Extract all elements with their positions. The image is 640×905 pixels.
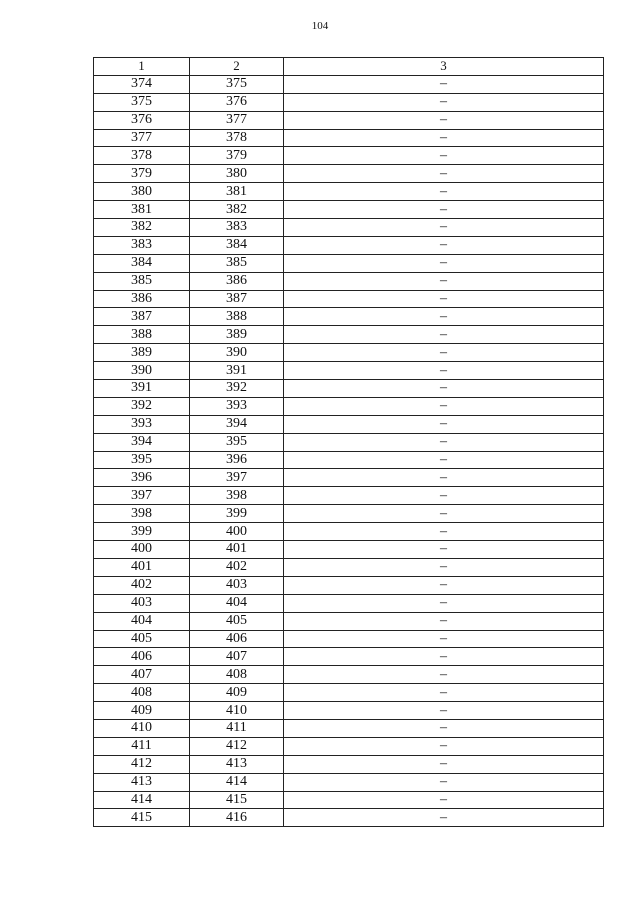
table-cell-col-1: 410 [94,719,190,737]
table-row [94,630,604,648]
table-cell-col-2: 393 [190,397,284,415]
table-row [94,380,604,398]
table-cell-col-3: – [284,415,604,433]
table-row [94,201,604,219]
table-cell-col-3: – [284,433,604,451]
table-cell-col-2: 385 [190,254,284,272]
table-cell-col-3: – [284,147,604,165]
table-cell-col-1: 393 [94,415,190,433]
table-cell-col-1: 392 [94,397,190,415]
table-cell-col-2: 381 [190,183,284,201]
table-cell-col-2: 379 [190,147,284,165]
table-cell-col-1: 405 [94,630,190,648]
table-cell-col-1: 413 [94,773,190,791]
table-cell-col-3: – [284,236,604,254]
table-cell-col-1: 407 [94,666,190,684]
table-cell-col-2: 415 [190,791,284,809]
table-row [94,219,604,237]
table-row [94,541,604,559]
table-cell-col-2: 395 [190,433,284,451]
table-cell-col-3: – [284,648,604,666]
table-cell-col-2: 397 [190,469,284,487]
table-cell-col-2: 412 [190,737,284,755]
table-cell-col-1: 403 [94,594,190,612]
table-row [94,648,604,666]
table-cell-col-2: 390 [190,344,284,362]
column-header-2: 2 [190,58,284,76]
table-cell-col-2: 375 [190,75,284,93]
table-cell-col-1: 374 [94,75,190,93]
table-row [94,791,604,809]
table-cell-col-3: – [284,469,604,487]
table-cell-col-1: 406 [94,648,190,666]
table-row [94,558,604,576]
table-cell-col-3: – [284,362,604,380]
table-cell-col-1: 384 [94,254,190,272]
table-cell-col-3: – [284,201,604,219]
column-header-1: 1 [94,58,190,76]
table-cell-col-1: 395 [94,451,190,469]
table-cell-col-1: 386 [94,290,190,308]
table-row [94,236,604,254]
table-cell-col-3: – [284,541,604,559]
table-cell-col-2: 401 [190,541,284,559]
header-row [94,58,604,76]
table-cell-col-1: 412 [94,755,190,773]
table-cell-col-2: 403 [190,576,284,594]
table-row [94,737,604,755]
table-cell-col-3: – [284,272,604,290]
table-row [94,344,604,362]
table-cell-col-3: – [284,397,604,415]
table-cell-col-2: 411 [190,719,284,737]
table-row [94,702,604,720]
table-cell-col-1: 389 [94,344,190,362]
table-cell-col-2: 408 [190,666,284,684]
table-row [94,755,604,773]
table-cell-col-2: 378 [190,129,284,147]
table-cell-col-3: – [284,558,604,576]
table-cell-col-1: 390 [94,362,190,380]
table-cell-col-3: – [284,791,604,809]
table-cell-col-1: 396 [94,469,190,487]
column-header-3: 3 [284,58,604,76]
table-cell-col-1: 379 [94,165,190,183]
table-row [94,719,604,737]
table-cell-col-2: 388 [190,308,284,326]
data-table [93,57,604,827]
table-row [94,165,604,183]
table-cell-col-2: 405 [190,612,284,630]
table-cell-col-1: 398 [94,505,190,523]
table-cell-col-2: 382 [190,201,284,219]
table-cell-col-1: 376 [94,111,190,129]
table-cell-col-2: 414 [190,773,284,791]
table-cell-col-2: 407 [190,648,284,666]
table-cell-col-3: – [284,129,604,147]
table-row [94,433,604,451]
table-cell-col-2: 410 [190,702,284,720]
table-cell-col-3: – [284,165,604,183]
table-cell-col-3: – [284,684,604,702]
table-cell-col-2: 384 [190,236,284,254]
table-row [94,290,604,308]
table-row [94,773,604,791]
table-cell-col-3: – [284,612,604,630]
table-cell-col-1: 391 [94,380,190,398]
table-cell-col-3: – [284,576,604,594]
table-row [94,326,604,344]
table-cell-col-1: 400 [94,541,190,559]
table-cell-col-2: 400 [190,523,284,541]
table-cell-col-1: 385 [94,272,190,290]
table-cell-col-1: 382 [94,219,190,237]
table-cell-col-2: 386 [190,272,284,290]
table-row [94,397,604,415]
table-cell-col-3: – [284,702,604,720]
table-cell-col-2: 377 [190,111,284,129]
table-cell-col-3: – [284,451,604,469]
table-cell-col-3: – [284,93,604,111]
table-cell-col-2: 394 [190,415,284,433]
table-cell-col-3: – [284,594,604,612]
table-cell-col-3: – [284,809,604,827]
table-cell-col-1: 380 [94,183,190,201]
table-header [94,58,604,76]
table-cell-col-1: 397 [94,487,190,505]
table-row [94,594,604,612]
table-row [94,362,604,380]
table-cell-col-3: – [284,755,604,773]
table-cell-col-1: 377 [94,129,190,147]
table-body [94,75,604,826]
table-row [94,684,604,702]
table-row [94,415,604,433]
page-number: 104 [311,20,329,32]
table-row [94,451,604,469]
table-cell-col-2: 389 [190,326,284,344]
table-row [94,308,604,326]
table-row [94,487,604,505]
table-row [94,666,604,684]
table-cell-col-1: 401 [94,558,190,576]
table-cell-col-2: 406 [190,630,284,648]
table-cell-col-2: 383 [190,219,284,237]
table-cell-col-1: 387 [94,308,190,326]
table-cell-col-2: 409 [190,684,284,702]
table-row [94,576,604,594]
table-cell-col-2: 376 [190,93,284,111]
table-row [94,147,604,165]
table-row [94,111,604,129]
table-row [94,809,604,827]
table-row [94,183,604,201]
table-cell-col-3: – [284,111,604,129]
table-cell-col-3: – [284,344,604,362]
table-cell-col-3: – [284,326,604,344]
table-cell-col-1: 402 [94,576,190,594]
table-cell-col-3: – [284,290,604,308]
table-cell-col-1: 378 [94,147,190,165]
table-row [94,469,604,487]
table-cell-col-3: – [284,773,604,791]
table-cell-col-1: 411 [94,737,190,755]
table-cell-col-2: 416 [190,809,284,827]
table-cell-col-1: 399 [94,523,190,541]
table-row [94,75,604,93]
table-cell-col-3: – [284,487,604,505]
table-cell-col-3: – [284,666,604,684]
table-cell-col-1: 381 [94,201,190,219]
table-cell-col-3: – [284,308,604,326]
table-cell-col-3: – [284,523,604,541]
table-cell-col-1: 375 [94,93,190,111]
table-row [94,523,604,541]
table-cell-col-2: 391 [190,362,284,380]
table-cell-col-2: 399 [190,505,284,523]
table-cell-col-1: 394 [94,433,190,451]
table-cell-col-3: – [284,737,604,755]
table-cell-col-2: 387 [190,290,284,308]
table-cell-col-2: 392 [190,380,284,398]
table-cell-col-3: – [284,254,604,272]
table-row [94,272,604,290]
table-cell-col-2: 404 [190,594,284,612]
table-cell-col-3: – [284,75,604,93]
table-cell-col-1: 408 [94,684,190,702]
table-cell-col-1: 414 [94,791,190,809]
table-cell-col-3: – [284,630,604,648]
table-row [94,505,604,523]
table-row [94,612,604,630]
table-cell-col-1: 383 [94,236,190,254]
table-cell-col-3: – [284,380,604,398]
table-cell-col-2: 396 [190,451,284,469]
table-cell-col-1: 388 [94,326,190,344]
table-cell-col-2: 402 [190,558,284,576]
table-cell-col-3: – [284,719,604,737]
table-cell-col-1: 404 [94,612,190,630]
table-cell-col-1: 415 [94,809,190,827]
table-cell-col-3: – [284,219,604,237]
table-cell-col-3: – [284,183,604,201]
table-cell-col-1: 409 [94,702,190,720]
table-cell-col-2: 413 [190,755,284,773]
table-row [94,129,604,147]
table-cell-col-2: 398 [190,487,284,505]
table-cell-col-2: 380 [190,165,284,183]
table-row [94,93,604,111]
table-cell-col-3: – [284,505,604,523]
table-row [94,254,604,272]
